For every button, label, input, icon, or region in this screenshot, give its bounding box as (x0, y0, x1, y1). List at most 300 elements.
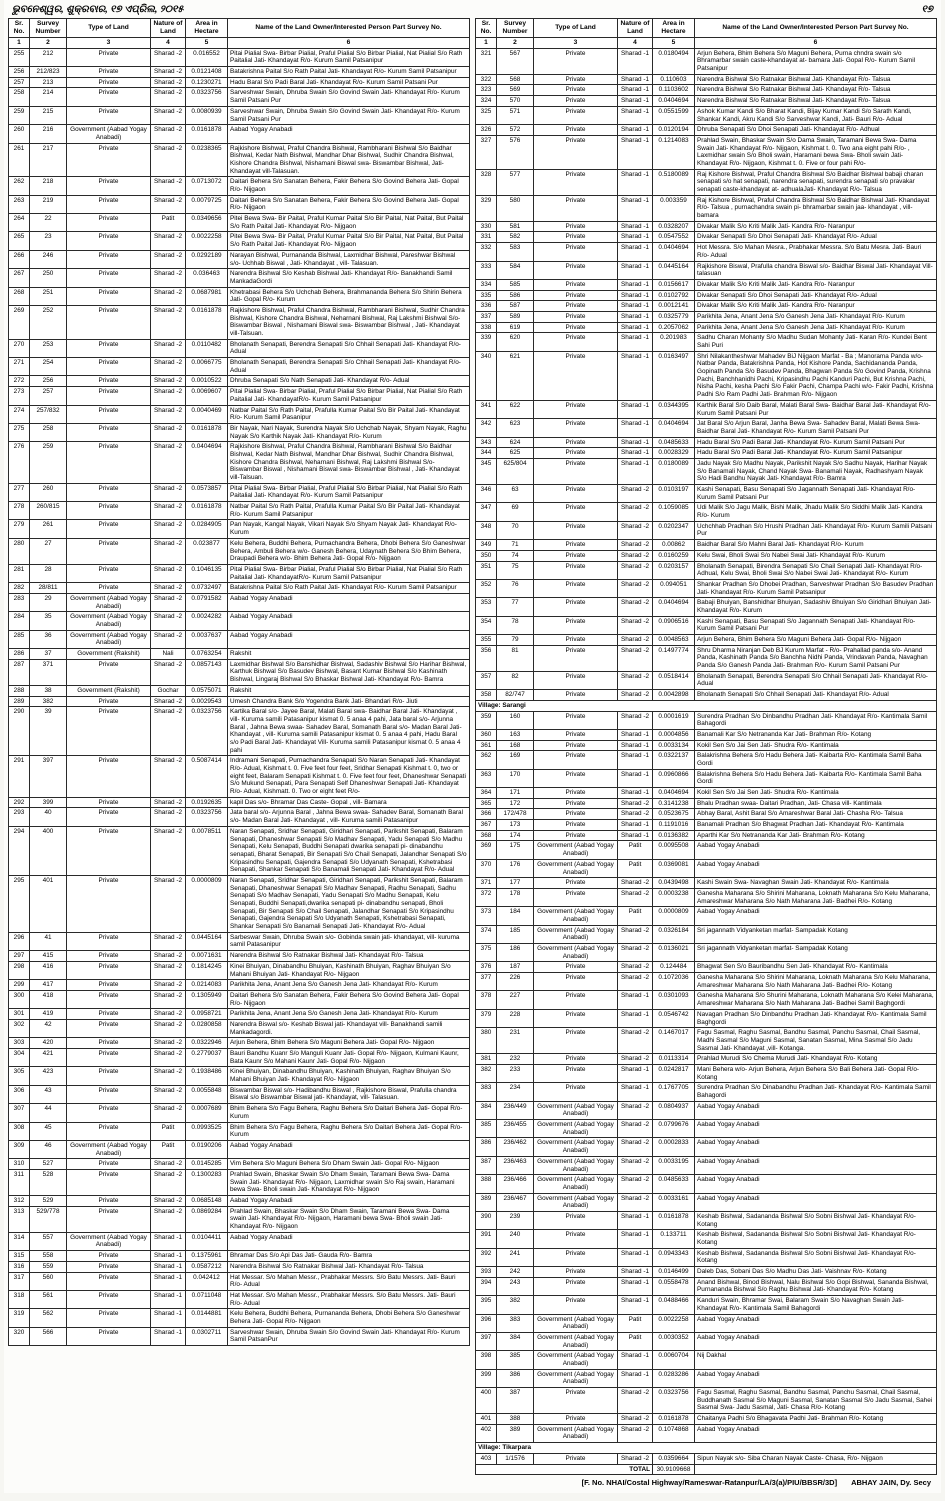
cell-area: 0.0113314 (653, 1054, 695, 1065)
cell-nature: Sharad -2 (151, 797, 186, 808)
cell-area: 0.0711048 (186, 1290, 228, 1308)
cell-owner: Vim Behera S/o Maguni Behera S/o Dham Swain Jati- Gopal R/o- Nijgaon (228, 1159, 470, 1170)
cell-sr: 369 (476, 841, 497, 859)
cell-sr: 381 (476, 1054, 497, 1065)
cell-owner: Aabad Yogay Anabadi (695, 1314, 937, 1332)
cell-survey: 176 (497, 859, 534, 877)
cell-owner: Parikhita Jena, Anant Jena S/o Ganesh Jena Jati- Khandayat R/o- Kurum (695, 311, 937, 322)
cell-sr: 329 (476, 195, 497, 221)
cell-type: Private (67, 583, 151, 594)
cell-nature: Sharad -1 (618, 1267, 653, 1278)
cell-owner: Narendra Bishwal S/o Ratnakar Bishwal Jati- Khandayat R/o- Talsua (695, 74, 937, 85)
cell-nature: Sharad -2 (151, 1019, 186, 1037)
cell-area: 0.0146499 (653, 1267, 695, 1278)
cell-area: 0.0322137 (653, 751, 695, 769)
cell-sr: 375 (476, 944, 497, 962)
cell-type: Government (Aabad Yogay Anabadi) (534, 1424, 618, 1442)
cell-area: 0.0007689 (186, 1104, 228, 1122)
cell-sr: 324 (476, 96, 497, 107)
cell-owner: Kelu Behera, Buddhi Behera, Purnananda Behera, Dhobi Behera S/o Ganeshwar Behera Jati- Gopal R/o- Nijgaon (228, 1309, 470, 1327)
cell-survey: 35 (30, 612, 67, 630)
land-record-row (9, 1049, 470, 1067)
cell-area: 0.3141238 (653, 798, 695, 809)
cell-nature: Sharad -1 (618, 1248, 653, 1266)
cell-type: Private (534, 550, 618, 561)
cell-survey: 70 (497, 521, 534, 539)
cell-sr: 318 (9, 1290, 30, 1308)
cell-type: Government (Aabad Yogay Anabadi) (67, 125, 151, 143)
cell-owner: Kashi Senapati, Basu Senapati S/o Jagannath Senapati Jati- Khandayat R/o- Kurum Samil Patsani Pur (695, 616, 937, 634)
cell-area: 0.00862 (653, 540, 695, 551)
cell-type: Private (534, 400, 618, 418)
cell-nature: Sharad -2 (618, 1156, 653, 1174)
cell-type: Private (534, 195, 618, 221)
cell-nature: Sharad -2 (618, 579, 653, 597)
cell-nature: Sharad -1 (618, 96, 653, 107)
cell-survey: 256 (30, 376, 67, 387)
cell-owner: Natbar Paital S/o Rath Paital, Prafulla Kumar Paital S/o Bir Paital Jati- Khandayat R/o- Kurum Samil Pasanipur (228, 405, 470, 423)
cell-area: 0.0283286 (653, 1369, 695, 1387)
cell-nature: Sharad -2 (151, 405, 186, 423)
cell-survey: 561 (30, 1290, 67, 1308)
cell-area: 0.1191016 (653, 820, 695, 831)
cell-nature: Sharad -1 (618, 333, 653, 351)
cell-type: Private (67, 1049, 151, 1067)
cell-area: 0.0685148 (186, 1196, 228, 1207)
cell-type: Private (534, 169, 618, 195)
cell-area: 0.0037637 (186, 630, 228, 648)
cell-owner: Pitai Pialial Swa- Birbar Pialial, Praful Pialial S/o Birbar Pialial, Nat Pialial S/o Rath Paitalial Jati- KhandayatR/o- Kurum Samil Patsanipur (228, 564, 470, 582)
cell-owner: Bhalu Pradhan swaa- Daitari Pradhan, Jati- Chasa vill- Kantimala (695, 798, 937, 809)
cell-owner: Dhruba Senapati S/o Nath Senapati Jati- Khandayat R/o- Adual (228, 376, 470, 387)
cell-survey: 258 (30, 423, 67, 441)
land-record-row (476, 1230, 937, 1248)
cell-owner: Kokil Sen S/o Jai Sen Jati- Shudra R/o- Kantimala (695, 788, 937, 799)
cell-type: Private (534, 279, 618, 290)
cell-type: Private (67, 405, 151, 423)
cell-area: 0.042412 (186, 1272, 228, 1290)
land-record-row (9, 797, 470, 808)
cell-survey: 527 (30, 1159, 67, 1170)
cell-survey: 566 (30, 1327, 67, 1345)
cell-type: Private (534, 616, 618, 634)
cell-sr: 388 (476, 1175, 497, 1193)
land-record-row (476, 809, 937, 820)
cell-survey: 562 (30, 1309, 67, 1327)
land-record-row (476, 1248, 937, 1266)
cell-owner: Jadu Nayak S/o Madhu Nayak, Parikshit Nayak S/o Sadhu Nayak, Harihar Nayak S/o Banamali Nayak, Chand Nayak Swa- Banamali Nayak, Radhashyam Nayak S/o Hadi Bandhu Nayak Jati- Khandayat R/o- Bamra (695, 458, 937, 484)
cell-survey: 529/778 (30, 1206, 67, 1232)
cell-type: Private (67, 932, 151, 950)
cell-sr: 366 (476, 809, 497, 820)
cell-sr: 303 (9, 1038, 30, 1049)
cell-sr: 266 (9, 250, 30, 268)
cell-area: 0.0326184 (653, 925, 695, 943)
cell-nature: Sharad -2 (151, 269, 186, 287)
cell-type: Private (67, 980, 151, 991)
cell-nature: Sharad -1 (618, 243, 653, 261)
cell-owner: Rajkishore Biswal, Prafulla chandra Biswal s/o- Baidhar Biswal Jati- Khandayat Vill- talasuan (695, 261, 937, 279)
cell-type: Private (534, 973, 618, 991)
cell-type: Private (67, 826, 151, 875)
cell-type: Government (Rakshit) (67, 685, 151, 696)
cell-survey: 241 (497, 1248, 534, 1266)
cell-sr: 267 (9, 269, 30, 287)
cell-survey: 383 (497, 1314, 534, 1332)
cell-survey: 1/1576 (497, 1453, 534, 1464)
cell-type: Private (67, 696, 151, 707)
land-record-row (9, 287, 470, 305)
cell-type: Private (534, 540, 618, 551)
land-record-row (9, 538, 470, 564)
cell-survey: 45 (30, 1122, 67, 1140)
cell-owner: Narendra Biswal s/o- Keshab Biswal jati- Khandayat vill- Banakhandi samili Mankadagordi. (228, 1019, 470, 1037)
cell-owner: Daitari Behera S/o Sanatan Behera, Fakir Behera S/o Govind Behera Jati- Gopal R/o- Nijgaon (228, 177, 470, 195)
cell-survey: 236/466 (497, 1175, 534, 1193)
cell-nature: Sharad -2 (151, 990, 186, 1008)
land-record-row (476, 769, 937, 787)
land-record-row (476, 907, 937, 925)
cell-nature: Sharad -2 (618, 561, 653, 579)
cell-survey: 397 (30, 756, 67, 797)
cell-sr: 386 (476, 1138, 497, 1156)
cell-sr: 310 (9, 1159, 30, 1170)
land-record-row (9, 442, 470, 483)
cell-area: 0.0163497 (653, 351, 695, 400)
cell-owner: Bholanath Senapati, Berendra Senapati S/o Chhail Senapati Jati- Khandayat R/o- Adual (228, 358, 470, 376)
cell-area: 0.0030352 (653, 1332, 695, 1350)
cell-owner: Aabad Yogay Anabadi (695, 1156, 937, 1174)
cell-sr: 342 (476, 419, 497, 437)
cell-owner: Aabad Yogay Anabadi (695, 841, 937, 859)
cell-survey: 560 (30, 1272, 67, 1290)
cell-area: 0.133711 (653, 1230, 695, 1248)
cell-survey: 240 (497, 1230, 534, 1248)
cell-sr: 393 (476, 1267, 497, 1278)
cell-owner: Sarbeswar Swain, Dhruba Swain s/o- Gobinda swain jati- khandayat, vill- kuruma samil Patasanipur (228, 932, 470, 950)
cell-owner: Parikhita Jena, Anant Jena S/o Ganesh Jena Jati- Khandayat R/o- Kurum (228, 980, 470, 991)
land-record-row (9, 1159, 470, 1170)
cell-sr: 332 (476, 243, 497, 261)
cell-type: Private (534, 635, 618, 646)
cell-area: 0.0242817 (653, 1064, 695, 1082)
cell-sr: 288 (9, 685, 30, 696)
cell-survey: 216 (30, 125, 67, 143)
cell-survey: 46 (30, 1140, 67, 1158)
cell-type: Private (534, 521, 618, 539)
cell-area: 0.0799676 (653, 1120, 695, 1138)
cell-area: 0.0302711 (186, 1327, 228, 1345)
cell-nature: Sharad -2 (151, 1159, 186, 1170)
column-number: 4 (618, 37, 653, 48)
column-header: Sr. No. (476, 19, 497, 38)
cell-survey: 242 (497, 1267, 534, 1278)
cell-area: 0.0110482 (186, 339, 228, 357)
land-record-row (9, 269, 470, 287)
cell-nature: Sharad -2 (151, 143, 186, 177)
cell-owner: Jata baral s/o- Arjunna Baral , Jahna Bewa swaa- Sahadev Baral, Somanath Baral s/o- Madan Baral Jati- Khandayat , vill- Kuruma samili Patasanipur (228, 808, 470, 826)
cell-type: Private (534, 751, 618, 769)
cell-area: 0.0033161 (653, 1193, 695, 1211)
cell-owner: Baidhar Baral S/o Mahni Baral Jati- Khandayat R/o- Kurum (695, 540, 937, 551)
cell-sr: 333 (476, 261, 497, 279)
cell-nature: Sharad -1 (618, 830, 653, 841)
land-record-row (9, 1290, 470, 1308)
cell-sr: 370 (476, 859, 497, 877)
cell-survey: 418 (30, 990, 67, 1008)
cell-area: 0.0906516 (653, 616, 695, 634)
cell-type: Private (67, 423, 151, 441)
cell-sr: 365 (476, 798, 497, 809)
cell-area: 0.1814245 (186, 961, 228, 979)
cell-owner: kapil Das s/o- Bhramar Das Caste- Gopal , vill- Bamara (228, 797, 470, 808)
village-header-row (476, 1443, 937, 1454)
cell-type: Private (67, 1122, 151, 1140)
cell-survey: 233 (497, 1064, 534, 1082)
cell-survey: 69 (497, 503, 534, 521)
cell-sr: 291 (9, 756, 30, 797)
cell-area: 0.0587212 (186, 1261, 228, 1272)
land-record-row (9, 305, 470, 339)
cell-nature: Nali (151, 649, 186, 660)
land-record-row (476, 1211, 937, 1229)
cell-type: Private (67, 564, 151, 582)
cell-nature: Sharad -1 (618, 740, 653, 751)
cell-survey: 27 (30, 538, 67, 564)
cell-area: 0.0004856 (653, 729, 695, 740)
cell-area: 0.124484 (653, 962, 695, 973)
cell-survey: 257/832 (30, 405, 67, 423)
cell-type: Government (Aabad Yogay Anabadi) (67, 593, 151, 611)
cell-owner: Sri jagannath Vidyanketan marfat- Sampadak Kotang (695, 944, 937, 962)
cell-area: 0.0202347 (653, 521, 695, 539)
cell-area: 0.0960866 (653, 769, 695, 787)
cell-area: 0.036463 (186, 269, 228, 287)
land-record-row (476, 820, 937, 831)
cell-type: Private (534, 1277, 618, 1295)
cell-area: 0.0180089 (653, 458, 695, 484)
cell-area: 0.0160259 (653, 550, 695, 561)
cell-sr: 367 (476, 820, 497, 831)
cell-sr: 330 (476, 221, 497, 232)
cell-sr: 374 (476, 925, 497, 943)
cell-nature: Sharad -2 (151, 980, 186, 991)
land-record-row (9, 1085, 470, 1103)
cell-survey: 43 (30, 1085, 67, 1103)
cell-type: Private (67, 875, 151, 932)
cell-owner: Hat Messar. S/o Mahan Messr., Prabhakar Messrs. S/o Batu Messrs. Jati- Bauri R/o- Adual (228, 1272, 470, 1290)
cell-nature: Sharad -2 (151, 358, 186, 376)
cell-type: Private (67, 88, 151, 106)
cell-nature: Patit (618, 1332, 653, 1350)
cell-sr: 395 (476, 1296, 497, 1314)
cell-owner: Hadu Baral S/o Padi Baral Jati- Khandayat R/o- Kurum Samil Patsani Pur (228, 77, 470, 88)
cell-type: Government (Aabad Yogay Anabadi) (534, 1156, 618, 1174)
cell-survey: 400 (30, 826, 67, 875)
cell-area: 0.1300283 (186, 1169, 228, 1195)
cell-type: Private (67, 538, 151, 564)
land-record-row (9, 1196, 470, 1207)
cell-survey: 171 (497, 788, 534, 799)
cell-type: Government (Aabad Yogay Anabadi) (534, 944, 618, 962)
cell-sr: 295 (9, 875, 30, 932)
cell-nature: Sharad -2 (151, 423, 186, 441)
cell-area: 0.0523675 (653, 809, 695, 820)
cell-owner: Divakar Malik S/o Kriti Malik Jati- Kandra R/o- Naranpur (695, 301, 937, 312)
cell-owner: Shankar Pradhan S/o Dhobei Pradhan, Sarveshwar Pradhan S/o Basudev Pradhan Jati- Khandayat R/o- Kurum Samil Patsanipur (695, 579, 937, 597)
cell-area: 0.0002833 (653, 1138, 695, 1156)
cell-area: 0.0079725 (186, 195, 228, 213)
cell-nature: Sharad -1 (618, 1369, 653, 1387)
cell-nature: Sharad -2 (618, 962, 653, 973)
cell-sr: 368 (476, 830, 497, 841)
cell-sr: 358 (476, 690, 497, 701)
total-row (476, 1464, 937, 1475)
cell-survey: 79 (497, 635, 534, 646)
cell-owner: Aabad Yogay Anabadi (228, 1140, 470, 1158)
land-record-row (476, 1351, 937, 1369)
cell-nature: Sharad -2 (151, 538, 186, 564)
cell-type: Private (534, 671, 618, 689)
cell-type: Private (67, 1104, 151, 1122)
cell-owner: Aabad Yogay Anabadi (228, 612, 470, 630)
cell-nature: Patit (618, 841, 653, 859)
cell-nature: Sharad -2 (618, 1424, 653, 1442)
cell-sr: 372 (476, 888, 497, 906)
cell-survey: 624 (497, 437, 534, 448)
cell-nature: Sharad -2 (618, 711, 653, 729)
cell-sr: 359 (476, 711, 497, 729)
cell-sr: 392 (476, 1248, 497, 1266)
land-record-row (9, 1206, 470, 1232)
cell-survey: 28 (30, 564, 67, 582)
cell-sr: 297 (9, 951, 30, 962)
cell-nature: Sharad -1 (618, 1083, 653, 1101)
cell-nature: Sharad -2 (151, 1169, 186, 1195)
cell-type: Private (67, 707, 151, 756)
cell-survey: 218 (30, 177, 67, 195)
cell-owner: Pitei Bewa Swa- Bir Paital, Praful Kumar Paital S/o Bir Paital, Nat Paital, But Paital S/o Rath Paital Jati- Khandayat R/o- Nijgaon (228, 232, 470, 250)
cell-sr: 276 (9, 442, 30, 483)
cell-survey: 187 (497, 962, 534, 973)
cell-area: 0.0033195 (653, 1156, 695, 1174)
cell-owner: Naran Senapati, Sridhar Senapati, Giridhari Senapati, Parikshit Senapati, Balaram Senapati, Dhaneshwar Senapati S/o Madhav Senapati, Yadu Senapati S/o Madhu Senapati, Kelu Senapati, Buddhi Senapati dwarika senapati pi- dinabandhu senapati, Bharat Senapati, Bir Senapati S/o Chail Senapati, Jalandhar Senapati S/o Kripasindhu Senapati, Gajendra Senapati S/o Udyanath Senapati, Kshetrabasi Senapati, Shankar Senapati S/o Banamali Senapati Jati- Khandayat R/o- Adual (228, 826, 470, 875)
cell-area: 0.0024282 (186, 612, 228, 630)
cell-survey: 174 (497, 830, 534, 841)
cell-area: 0.0161878 (186, 423, 228, 441)
cell-type: Private (67, 1019, 151, 1037)
cell-nature: Sharad -2 (618, 798, 653, 809)
cell-area: 0.1230271 (186, 77, 228, 88)
cell-type: Private (534, 437, 618, 448)
cell-area: 0.0359664 (653, 1453, 695, 1464)
cell-survey: 382 (497, 1296, 534, 1314)
cell-area: 0.0325779 (653, 311, 695, 322)
cell-sr: 352 (476, 579, 497, 597)
cell-owner: Anand Bishwal, Binod Bishwal, Nalu Bishwal S/o Gopi Bishwal, Sananda Bishwal, Purnananda Bishwal S/o Raghu Bishwal Jati- Khandayat R/o- Kotang (695, 1277, 937, 1295)
cell-nature: Sharad -2 (618, 1054, 653, 1065)
cell-type: Private (534, 579, 618, 597)
cell-type: Private (534, 820, 618, 831)
cell-area: 0.0546742 (653, 1009, 695, 1027)
cell-survey: 622 (497, 400, 534, 418)
cell-sr: 343 (476, 437, 497, 448)
table-header (9, 19, 470, 49)
cell-survey: 417 (30, 980, 67, 991)
cell-survey: 399 (30, 797, 67, 808)
cell-area: 0.0161878 (186, 125, 228, 143)
cell-nature: Sharad -2 (151, 387, 186, 405)
cell-type: Private (534, 311, 618, 322)
cell-sr: 290 (9, 707, 30, 756)
land-record-row (9, 1067, 470, 1085)
cell-survey: 419 (30, 1009, 67, 1020)
cell-owner: Aabad Yogay Anabadi (695, 907, 937, 925)
cell-type: Private (67, 442, 151, 483)
cell-sr: 373 (476, 907, 497, 925)
cell-area: 0.0323756 (186, 88, 228, 106)
cell-survey: 421 (30, 1049, 67, 1067)
land-record-row (476, 301, 937, 312)
cell-area: 0.0732497 (186, 583, 228, 594)
land-record-row (476, 1009, 937, 1027)
cell-sr: 361 (476, 740, 497, 751)
cell-type: Private (67, 1067, 151, 1085)
cell-area: 0.0687981 (186, 287, 228, 305)
cell-survey: 589 (497, 311, 534, 322)
land-record-row (9, 756, 470, 797)
cell-owner: Aabad Yogay Anabadi (695, 1101, 937, 1119)
cell-area: 0.0000809 (653, 907, 695, 925)
cell-owner: Sarveshwar Swain, Dhruba Swain S/o Govind Swain Jati- Khandayat R/o- Kurum Samil Patsani Pur (228, 88, 470, 106)
cell-nature: Sharad -2 (151, 195, 186, 213)
cell-nature: Sharad -1 (618, 419, 653, 437)
cell-area: 0.0214083 (186, 980, 228, 991)
land-record-row (476, 1028, 937, 1054)
cell-nature: Sharad -1 (618, 301, 653, 312)
land-record-row (9, 564, 470, 582)
cell-nature: Sharad -2 (151, 502, 186, 520)
cell-sr: 283 (9, 593, 30, 611)
land-record-row (476, 991, 937, 1009)
cell-owner: Shru Dharma Niranjan Deb BJ Kurum Marfat - R/o- Prahallad panda s/o- Anand Panda, Kashinath Panda S/o Banchha Nidhi Panda, Vrindavan Panda, Navaghan Panda S/o Ganesh Panda Jati- Brahman R/o- Kurum Samil Patsani Pur (695, 645, 937, 671)
cell-type: Private (534, 798, 618, 809)
land-record-row (9, 932, 470, 950)
cell-type: Private (534, 96, 618, 107)
cell-nature: Sharad -1 (618, 788, 653, 799)
cell-owner: Surendra Pradhan S/o Dinabandhu Pradhan Jati- Khandayat R/o- Kantimala Samil Bahagordi (695, 1083, 937, 1101)
land-record-row (476, 279, 937, 290)
cell-sr: 398 (476, 1351, 497, 1369)
cell-survey: 172/478 (497, 809, 534, 820)
land-record-tables (8, 18, 937, 1475)
cell-nature: Sharad -2 (151, 48, 186, 66)
land-record-row (476, 561, 937, 579)
land-record-row (9, 423, 470, 441)
cell-survey: 529 (30, 1196, 67, 1207)
cell-nature: Sharad -1 (618, 221, 653, 232)
cell-nature: Sharad -2 (151, 593, 186, 611)
land-record-row (476, 458, 937, 484)
cell-survey: 236/467 (497, 1193, 534, 1211)
cell-sr: 340 (476, 351, 497, 400)
cell-area: 0.1059085 (653, 503, 695, 521)
land-record-row (9, 685, 470, 696)
cell-sr: 317 (9, 1272, 30, 1290)
land-record-row (9, 77, 470, 88)
cell-nature: Sharad -2 (151, 1196, 186, 1207)
cell-sr: 294 (9, 826, 30, 875)
